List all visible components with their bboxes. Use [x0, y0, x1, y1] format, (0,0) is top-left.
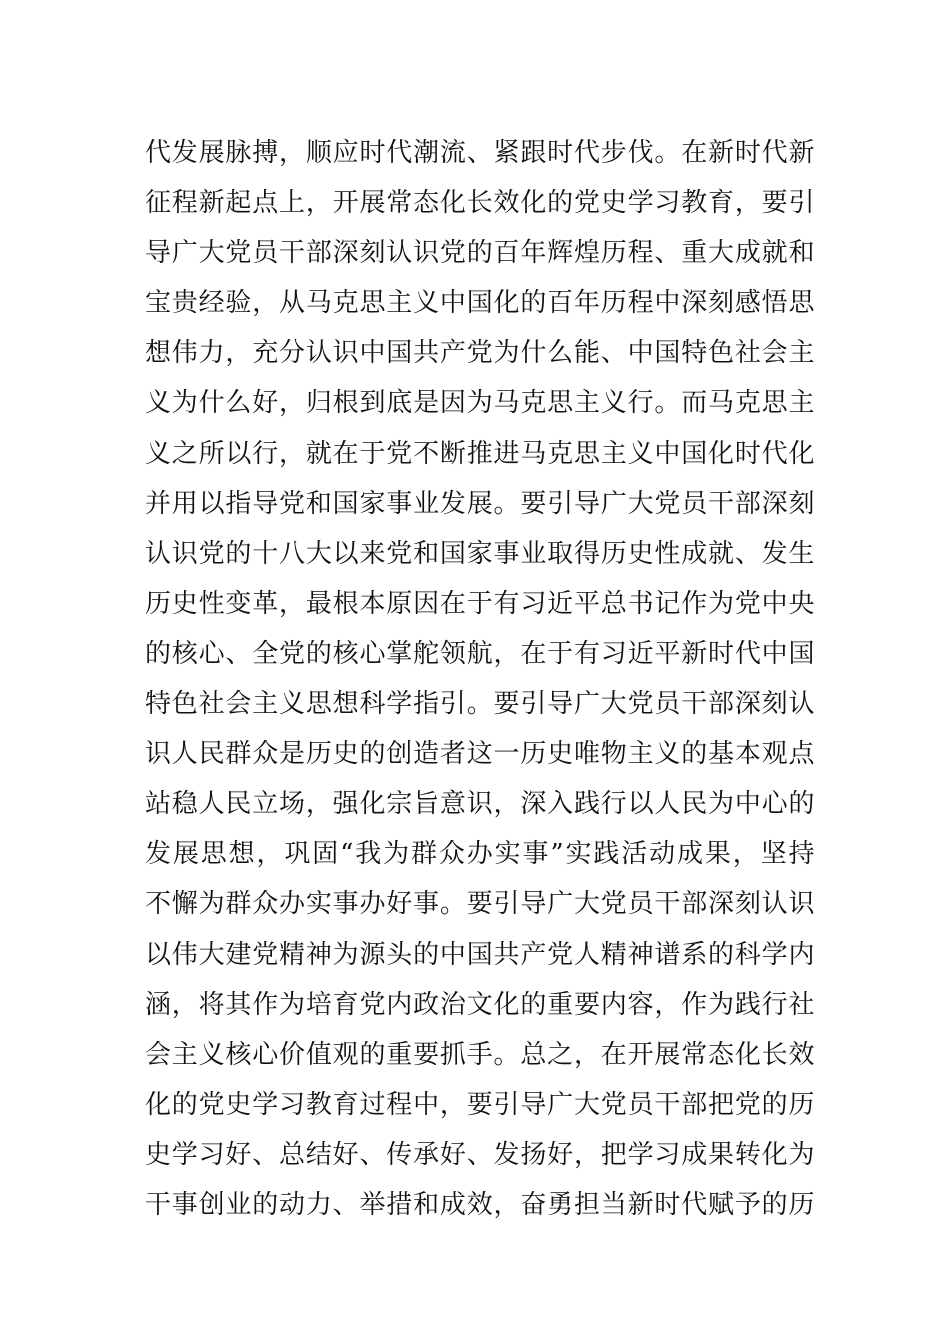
- text-line: 想伟力，充分认识中国共产党为什么能、中国特色社会主: [145, 338, 815, 369]
- text-line: 化的党史学习教育过程中，要引导广大党员干部把党的历: [145, 1089, 815, 1120]
- text-line: 不懈为群众办实事办好事。要引导广大党员干部深刻认识: [145, 889, 815, 920]
- text-line: 的核心、全党的核心掌舵领航，在于有习近平新时代中国: [145, 638, 815, 669]
- body-text: [145, 128, 815, 1230]
- text-line: 涵，将其作为培育党内政治文化的重要内容，作为践行社: [145, 989, 815, 1020]
- text-line: 义为什么好，归根到底是因为马克思主义行。而马克思主: [145, 388, 815, 419]
- text-line: 代发展脉搏，顺应时代潮流、紧跟时代步伐。在新时代新: [145, 138, 815, 168]
- text-line: 史学习好、总结好、传承好、发扬好，把学习成果转化为: [145, 1139, 815, 1170]
- text-line: 以伟大建党精神为源头的中国共产党人精神谱系的科学内: [145, 939, 815, 970]
- text-line: 认识党的十八大以来党和国家事业取得历史性成就、发生: [145, 538, 815, 569]
- text-line: 历史性变革，最根本原因在于有习近平总书记作为党中央: [145, 588, 815, 619]
- text-line: 宝贵经验，从马克思主义中国化的百年历程中深刻感悟思: [145, 288, 815, 319]
- text-line: 并用以指导党和国家事业发展。要引导广大党员干部深刻: [145, 488, 815, 519]
- text-line: 发展思想，巩固“我为群众办实事”实践活动成果，坚持: [145, 839, 815, 870]
- text-line: 导广大党员干部深刻认识党的百年辉煌历程、重大成就和: [145, 238, 815, 269]
- text-line: 征程新起点上，开展常态化长效化的党史学习教育，要引: [145, 188, 815, 219]
- text-line: 干事创业的动力、举措和成效，奋勇担当新时代赋予的历: [145, 1189, 815, 1220]
- text-line: 识人民群众是历史的创造者这一历史唯物主义的基本观点: [145, 739, 815, 770]
- text-line: 特色社会主义思想科学指引。要引导广大党员干部深刻认: [145, 689, 815, 720]
- text-line: 义之所以行，就在于党不断推进马克思主义中国化时代化: [145, 438, 815, 469]
- text-line: 站稳人民立场，强化宗旨意识，深入践行以人民为中心的: [145, 789, 815, 820]
- text-line: 会主义核心价值观的重要抓手。总之，在开展常态化长效: [145, 1039, 815, 1070]
